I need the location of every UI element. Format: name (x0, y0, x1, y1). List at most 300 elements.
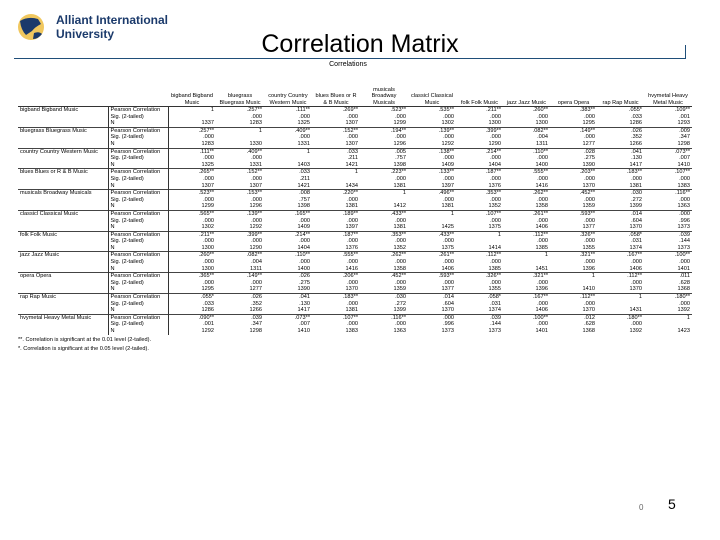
table-cell: .167** (503, 294, 550, 301)
statistic-label: Pearson Correlation (108, 231, 168, 238)
table-cell: .365** (168, 273, 216, 280)
table-cell: .031 (631, 238, 642, 245)
table-cell: 1307 (345, 140, 358, 147)
statistic-label: N (108, 183, 168, 190)
table-cell: 1376 (488, 182, 501, 189)
table-cell: 1300 (201, 244, 214, 251)
table-cell: .000 (347, 217, 358, 224)
table-cell: .152** (312, 127, 360, 134)
column-header: musicals Broadway Musicals (360, 70, 408, 107)
table-cell: .000 (537, 175, 548, 182)
table-cell: .269** (312, 107, 360, 114)
table-cell: .039 (644, 231, 692, 238)
table-cell: .090** (168, 314, 216, 321)
variable-label: hvymetal Heavy Metal Music (18, 314, 108, 334)
table-cell: .149** (216, 273, 264, 280)
table-cell: 1 (312, 169, 360, 176)
table-cell: .000 (395, 175, 406, 182)
table-cell: 1406 (441, 265, 454, 272)
statistic-label: Sig. (2-tailed) (108, 197, 168, 204)
statistic-label: N (108, 224, 168, 231)
statistic-label: Sig. (2-tailed) (108, 259, 168, 266)
table-cell: 1 (168, 107, 216, 114)
table-cell: 1392 (677, 307, 690, 314)
corner-cell (108, 70, 168, 107)
table-cell: .000 (347, 196, 358, 203)
table-cell: .100** (503, 314, 550, 321)
table-cell: .628 (584, 321, 595, 328)
table-cell: .000 (347, 279, 358, 286)
table-cell: 1286 (629, 120, 642, 127)
table-cell: .000 (631, 259, 642, 266)
table-cell: 1409 (441, 161, 454, 168)
table-cell: .000 (584, 300, 595, 307)
statistic-label: N (108, 307, 168, 314)
table-cell: .005 (360, 148, 408, 155)
table-cell: .033 (312, 148, 360, 155)
statistic-label: Sig. (2-tailed) (108, 238, 168, 245)
column-header: bluegrass Bluegrass Music (216, 70, 264, 107)
table-cell: .272 (631, 196, 642, 203)
table-cell: 1381 (629, 182, 642, 189)
table-cell: .007 (679, 155, 690, 162)
statistic-label: Pearson Correlation (108, 210, 168, 217)
table-cell: .383** (550, 107, 597, 114)
table-cell: .000 (537, 196, 548, 203)
table-cell: .000 (679, 259, 690, 266)
table-cell: .058* (597, 231, 644, 238)
table-cell: .000 (584, 175, 595, 182)
column-header: bigband Bigband Music (168, 70, 216, 107)
table-cell: 1352 (488, 203, 501, 210)
table-cell: .001 (679, 113, 690, 120)
table-cell (550, 280, 597, 287)
table-cell: 1390 (582, 161, 595, 168)
table-cell: .000 (490, 134, 501, 141)
table-cell: .000 (537, 113, 548, 120)
statistic-label: Sig. (2-tailed) (108, 218, 168, 225)
table-cell: .757 (299, 196, 310, 203)
table-cell: 1399 (629, 203, 642, 210)
statistic-label: N (108, 162, 168, 169)
table-cell: .026 (216, 294, 264, 301)
table-cell: .000 (395, 134, 406, 141)
table-cell: .352 (251, 300, 262, 307)
variable-label: opera Opera (18, 273, 108, 294)
table-cell: .165** (264, 210, 312, 217)
table-cell: .183** (312, 294, 360, 301)
table-cell: .535** (408, 107, 456, 114)
table-cell: .433** (360, 210, 408, 217)
table-cell: .352 (631, 134, 642, 141)
table-row (18, 328, 692, 335)
statistic-label: Pearson Correlation (108, 127, 168, 134)
table-cell: .000 (644, 210, 692, 217)
table-cell: 1381 (393, 182, 406, 189)
table-cell: .000 (203, 155, 214, 162)
table-cell: .000 (203, 175, 214, 182)
table-cell: .055* (597, 107, 644, 114)
statistic-label: Pearson Correlation (108, 252, 168, 259)
table-cell: .111** (168, 148, 216, 155)
table-cell: 1311 (249, 265, 262, 272)
table-cell: .189** (312, 210, 360, 217)
column-header: rap Rap Music (597, 70, 644, 107)
table-cell: .152** (216, 169, 264, 176)
table-cell: .004 (537, 134, 548, 141)
title-divider (14, 58, 686, 59)
table-cell: 1 (408, 210, 456, 217)
table-cell: .353** (360, 231, 408, 238)
table-row (18, 294, 692, 301)
table-row (18, 134, 692, 141)
table-cell: .211 (299, 175, 310, 182)
variable-label: bluegrass Bluegrass Music (18, 127, 108, 148)
table-cell: .000 (631, 279, 642, 286)
table-cell: .116** (644, 190, 692, 197)
table-cell: .028 (550, 148, 597, 155)
table-cell: .107** (456, 210, 503, 217)
column-header: blues Blues or R & B Music (312, 70, 360, 107)
table-cell: .000 (537, 217, 548, 224)
table-cell: .000 (347, 321, 358, 328)
table-cell: .000 (631, 175, 642, 182)
table-cell: 1311 (535, 140, 548, 147)
footnote: *. Correlation is significant at the 0.05 level (2-tailed). (18, 345, 149, 352)
table-cell: 1283 (201, 140, 214, 147)
table-cell: 1368 (677, 286, 690, 293)
table-cell: 1290 (488, 140, 501, 147)
table-cell: 1290 (249, 244, 262, 251)
table-cell: .000 (537, 321, 548, 328)
table-row (18, 120, 692, 127)
table-cell: 1358 (393, 265, 406, 272)
table-cell: .000 (443, 134, 454, 141)
header-row (18, 70, 692, 107)
table-cell: .565** (168, 210, 216, 217)
statistic-label: Sig. (2-tailed) (108, 134, 168, 141)
table-cell: .262** (503, 190, 550, 197)
table-cell: 1401 (677, 265, 690, 272)
statistic-label: N (108, 120, 168, 127)
table-cell: .260** (503, 107, 550, 114)
table-cell: .031 (490, 300, 501, 307)
table-cell: .628 (679, 279, 690, 286)
table-cell: .187** (456, 169, 503, 176)
table-row (18, 259, 692, 266)
table-cell: 1434 (345, 182, 358, 189)
table-row (18, 210, 692, 217)
column-header: folk Folk Music (456, 70, 503, 107)
table-cell: 1298 (249, 328, 262, 334)
statistic-label: N (108, 203, 168, 210)
table-cell: 1331 (297, 140, 310, 147)
table-row (18, 176, 692, 183)
logo-line-2: University (56, 27, 115, 41)
table-cell: .000 (490, 155, 501, 162)
table-cell: .353** (456, 190, 503, 197)
table-cell: .000 (537, 238, 548, 245)
table-cell: .000 (443, 259, 454, 266)
table-cell: 1330 (249, 140, 262, 147)
statistic-label: Pearson Correlation (108, 314, 168, 321)
table-cell: 1355 (582, 244, 595, 251)
table-cell: .000 (347, 300, 358, 307)
table-cell: 1 (456, 231, 503, 238)
table-cell: .757 (395, 155, 406, 162)
table-cell (597, 301, 644, 308)
statistic-label: Pearson Correlation (108, 294, 168, 301)
table-cell: .261** (408, 252, 456, 259)
table-cell: .000 (490, 113, 501, 120)
table-cell: .033 (203, 300, 214, 307)
table-cell: .555** (312, 252, 360, 259)
table-cell: 1307 (249, 182, 262, 189)
table-cell: 1 (264, 148, 312, 155)
table-cell: .011 (644, 273, 692, 280)
table-cell: .111** (264, 107, 312, 114)
table-cell: .109** (644, 107, 692, 114)
table-cell: 1400 (535, 161, 548, 168)
table-cell: .452** (550, 190, 597, 197)
table-cell: 1410 (677, 161, 690, 168)
table-cell: .000 (251, 155, 262, 162)
table-cell: .055* (168, 294, 216, 301)
table-cell: 1373 (677, 224, 690, 231)
table-cell: .009 (644, 127, 692, 134)
table-cell: 1368 (582, 328, 595, 334)
table-cell: .257** (168, 127, 216, 134)
table-cell: 1399 (393, 307, 406, 314)
table-cell: .000 (584, 196, 595, 203)
table-cell: 1 (360, 190, 408, 197)
column-header: country Country Western Music (264, 70, 312, 107)
table-cell: .000 (584, 217, 595, 224)
table-cell: .000 (251, 238, 262, 245)
table-cell: .000 (251, 196, 262, 203)
statistic-label: N (108, 245, 168, 252)
table-cell: .000 (490, 279, 501, 286)
table-cell: 1414 (488, 244, 501, 251)
table-row (18, 273, 692, 280)
table-cell: .000 (443, 175, 454, 182)
table-cell: 1283 (249, 120, 262, 127)
table-cell: .000 (347, 238, 358, 245)
table-cell: .211 (347, 155, 358, 162)
table-cell: 1 (550, 273, 597, 280)
table-cell: 1 (503, 252, 550, 259)
table-cell: .206** (312, 273, 360, 280)
table-cell: .000 (584, 113, 595, 120)
table-row (18, 155, 692, 162)
table-cell: .026 (264, 273, 312, 280)
table-cell: 1373 (488, 328, 501, 334)
table-cell: .187** (312, 231, 360, 238)
table-cell: 1363 (393, 328, 406, 334)
table-cell: .039 (216, 314, 264, 321)
table-cell: .433** (408, 231, 456, 238)
table-row (18, 266, 692, 273)
table-cell: .000 (203, 217, 214, 224)
table-cell: 1375 (441, 244, 454, 251)
table-cell: .112** (503, 231, 550, 238)
table-cell: .000 (395, 113, 406, 120)
table-cell: 1401 (535, 328, 548, 334)
variable-label: jazz Jazz Music (18, 252, 108, 273)
table-cell: 1404 (297, 244, 310, 251)
table-cell: 1359 (393, 286, 406, 293)
table-cell: 1 (216, 127, 264, 134)
variable-label: bigband Bigband Music (18, 107, 108, 128)
table-cell: 1370 (582, 182, 595, 189)
table-cell: .000 (679, 196, 690, 203)
page-mark: 0 (639, 503, 644, 512)
table-cell: .180** (597, 314, 644, 321)
statistic-label: N (108, 141, 168, 148)
table-cell: .153** (216, 190, 264, 197)
table-title: Correlations (329, 61, 367, 68)
statistic-label: Pearson Correlation (108, 273, 168, 280)
table-cell: 1370 (629, 286, 642, 293)
table-cell: 1293 (677, 120, 690, 127)
table-cell: 1396 (582, 265, 595, 272)
table-row (18, 197, 692, 204)
table-cell: .000 (490, 175, 501, 182)
table-cell: 1421 (345, 161, 358, 168)
table-cell: .000 (251, 175, 262, 182)
table-cell: .100** (644, 252, 692, 259)
statistic-label: Pearson Correlation (108, 107, 168, 114)
table-cell: .000 (490, 196, 501, 203)
table-cell (456, 238, 503, 245)
table-cell: 1292 (249, 224, 262, 231)
table-cell: .593** (408, 273, 456, 280)
table-cell: 1266 (249, 307, 262, 314)
table-cell: .996 (443, 321, 454, 328)
table-cell: 1423 (677, 328, 690, 334)
table-cell: 1298 (677, 140, 690, 147)
table-cell: .260** (168, 252, 216, 259)
table-cell: .220** (312, 190, 360, 197)
table-cell: .001 (203, 321, 214, 328)
statistic-label: Sig. (2-tailed) (108, 114, 168, 121)
table-cell: 1403 (297, 161, 310, 168)
table-cell: .183** (597, 169, 644, 176)
table-cell: .000 (584, 259, 595, 266)
table-cell: 1381 (345, 203, 358, 210)
table-cell: 1295 (201, 286, 214, 293)
table-cell: .604 (443, 300, 454, 307)
table-cell: 1412 (393, 203, 406, 210)
table-cell: .000 (299, 217, 310, 224)
table-cell: 1300 (535, 120, 548, 127)
table-row (18, 321, 692, 328)
table-cell: 1299 (201, 203, 214, 210)
table-cell: .452** (360, 273, 408, 280)
spss-output (18, 60, 708, 500)
table-cell: 1374 (488, 307, 501, 314)
table-cell: .000 (679, 300, 690, 307)
table-cell: 1292 (201, 328, 214, 334)
table-row (18, 203, 692, 210)
table-cell: .039 (456, 314, 503, 321)
table-cell: .012 (550, 314, 597, 321)
table-cell (503, 259, 550, 266)
statistic-label: Sig. (2-tailed) (108, 301, 168, 308)
table-cell: 1286 (201, 307, 214, 314)
table-cell: 1296 (249, 203, 262, 210)
table-cell: 1385 (488, 265, 501, 272)
table-cell: .261** (503, 210, 550, 217)
table-cell: .000 (347, 259, 358, 266)
table-cell: 1277 (249, 286, 262, 293)
table-cell: .000 (203, 259, 214, 266)
table-cell: .014 (597, 210, 644, 217)
table-row (18, 169, 692, 176)
table-row (18, 141, 692, 148)
footnotes (18, 336, 708, 354)
table-cell: 1383 (677, 182, 690, 189)
table-row (18, 127, 692, 134)
table-row (18, 286, 692, 293)
table-cell: 1 (597, 294, 644, 301)
table-cell: .000 (203, 238, 214, 245)
table-cell: .112** (597, 273, 644, 280)
statistic-label: Sig. (2-tailed) (108, 321, 168, 328)
table-cell: 1397 (441, 182, 454, 189)
table-cell: 1416 (345, 265, 358, 272)
table-cell: .041 (264, 294, 312, 301)
variable-label: folk Folk Music (18, 231, 108, 252)
table-cell: .000 (490, 217, 501, 224)
table-cell: .110** (264, 252, 312, 259)
table-cell: 1370 (441, 307, 454, 314)
table-cell: .112** (456, 252, 503, 259)
table-cell: .014 (408, 294, 456, 301)
column-header: hvymetal Heavy Metal Music (644, 70, 692, 107)
statistic-label: Pearson Correlation (108, 148, 168, 155)
table-cell: 1410 (582, 286, 595, 293)
table-cell: .000 (347, 134, 358, 141)
table-cell: .144 (679, 238, 690, 245)
table-cell: 1451 (535, 265, 548, 272)
table-cell: 1409 (297, 224, 310, 231)
statistic-label: Pearson Correlation (108, 190, 168, 197)
table-cell: 1302 (441, 120, 454, 127)
slide-title: Correlation Matrix (261, 30, 459, 58)
table-row (18, 183, 692, 190)
title-divider-end (685, 45, 686, 59)
statistic-label: Sig. (2-tailed) (108, 155, 168, 162)
table-cell: 1307 (345, 120, 358, 127)
table-cell: .033 (264, 169, 312, 176)
table-cell: 1385 (535, 244, 548, 251)
table-cell: .523** (360, 107, 408, 114)
table-cell: .000 (443, 279, 454, 286)
column-header: classicl Classical Music (408, 70, 456, 107)
correlation-table (18, 70, 692, 335)
table-cell: 1406 (535, 307, 548, 314)
table-cell: 1404 (488, 161, 501, 168)
table-cell (408, 218, 456, 225)
table-cell: 1355 (488, 286, 501, 293)
table-cell: .058* (456, 294, 503, 301)
statistic-label: Sig. (2-tailed) (108, 280, 168, 287)
table-row (18, 252, 692, 259)
logo-line-1: Alliant International (56, 13, 169, 27)
table-row (18, 231, 692, 238)
table-cell: 1325 (297, 120, 310, 127)
